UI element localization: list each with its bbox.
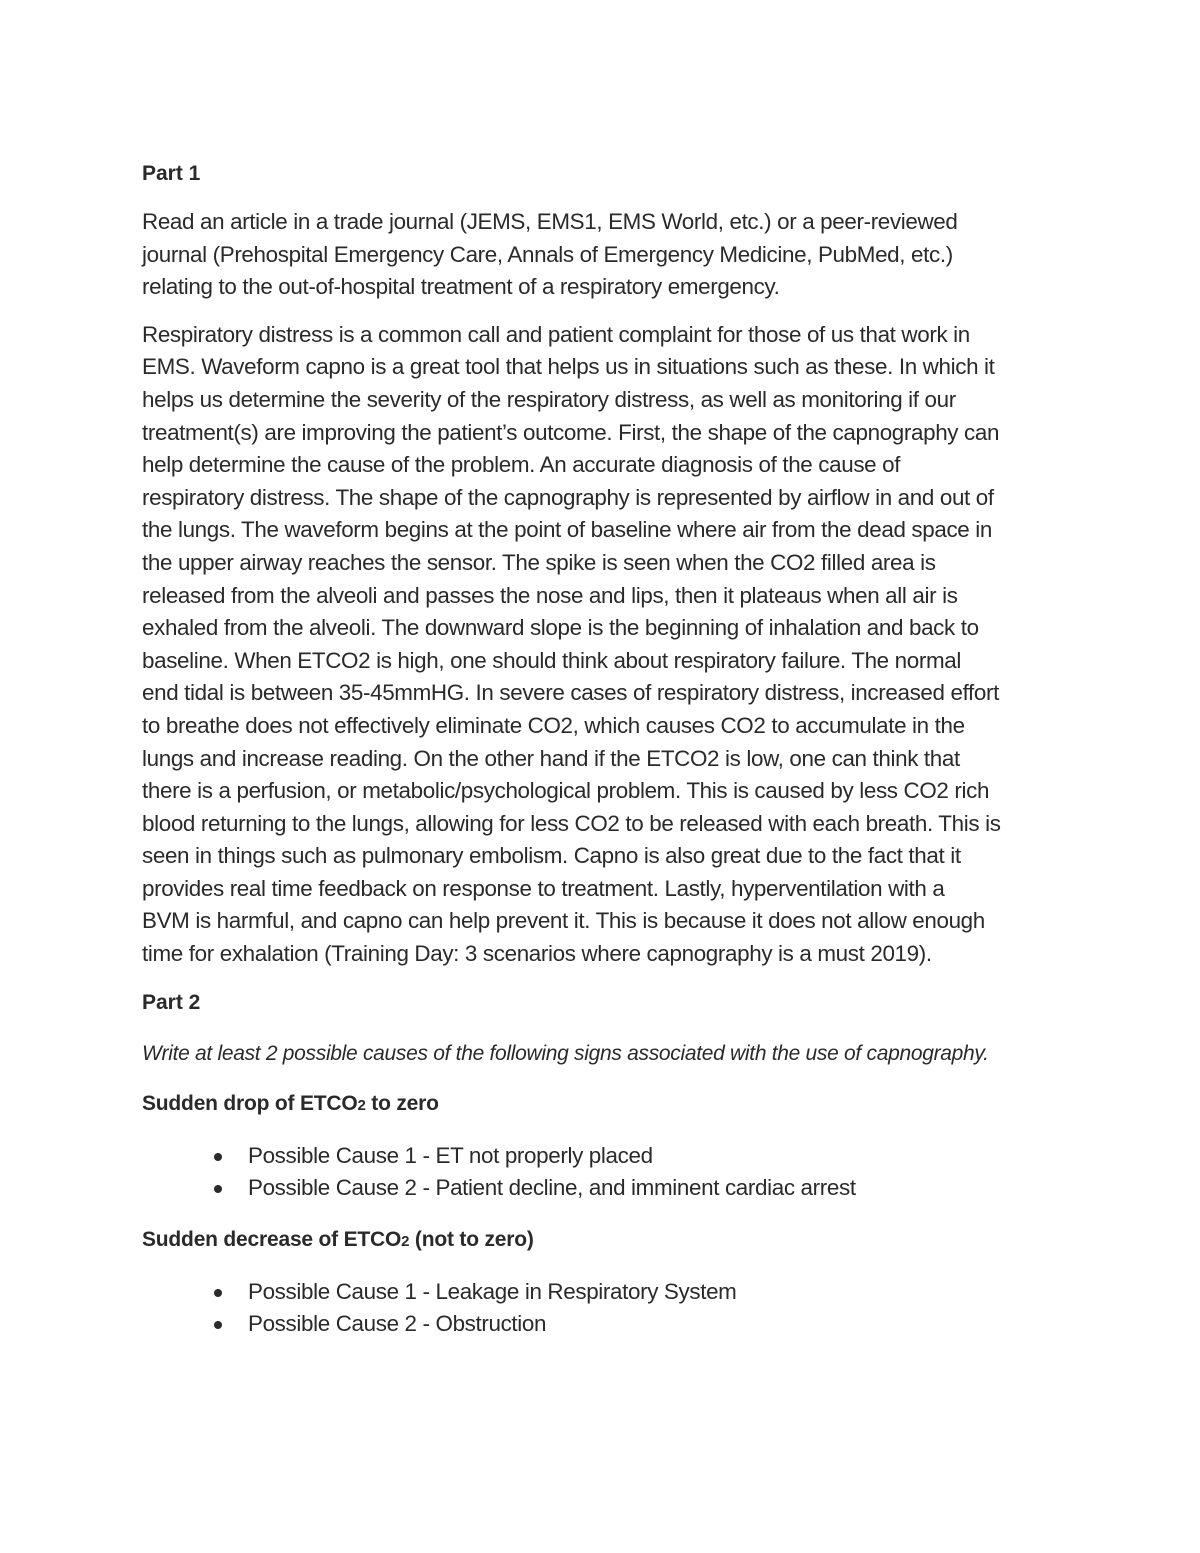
answer-line: there is a perfusion, or metabolic/psychological problem. This is caused by less CO2 rich: [142, 778, 990, 804]
answer-line: released from the alveoli and passes the nose and lips, then it plateaus when all air is: [142, 582, 958, 608]
answer-line: end tidal is between 35-45mmHG. In severe cases of respiratory distress, increased effort: [142, 680, 1000, 706]
answer-line: the lungs. The waveform begins at the point of baseline where air from the dead space in: [142, 517, 993, 543]
list-item: [214, 1172, 1072, 1205]
answer-line: treatment(s) are improving the patient’s outcome. First, the shape of the capnography can: [142, 419, 1000, 445]
answer-line: time for exhalation (Training Day: 3 scenarios where capnography is a must 2019).: [142, 941, 932, 967]
section-title-text: Sudden decrease of ETCO: [142, 1227, 402, 1251]
answer-line: Respiratory distress is a common call and patient complaint for those of us that work in: [142, 321, 970, 347]
cause-list-decrease: [142, 1276, 1072, 1341]
section-title-decrease: [142, 1224, 1072, 1258]
bullet-icon: [214, 1321, 222, 1329]
section-title-text: Sudden drop of ETCO: [142, 1091, 358, 1115]
prompt-line: relating to the out-of-hospital treatment of a respiratory emergency.: [142, 274, 780, 300]
answer-line: provides real time feedback on response to treatment. Lastly, hyperventilation with a: [142, 875, 945, 901]
section-title-subscript: 2: [357, 1096, 366, 1114]
cause-text: Possible Cause 1 - Leakage in Respiratory System: [248, 1278, 737, 1304]
bullet-icon: [214, 1289, 222, 1297]
section-title-rest: (not to zero): [409, 1227, 534, 1251]
list-item: [214, 1308, 1072, 1341]
section-title-drop: [142, 1088, 1072, 1122]
part2-heading: Part 2: [142, 990, 201, 1014]
list-item: [214, 1276, 1072, 1309]
list-item: [214, 1140, 1072, 1173]
answer-line: blood returning to the lungs, allowing for less CO2 to be released with each breath. This is: [142, 810, 1001, 836]
part1-heading: Part 1: [142, 162, 201, 185]
part2-instruction: Write at least 2 possible causes of the following signs associated with the use of capnography.: [142, 1041, 989, 1065]
answer-line: help determine the cause of the problem. An accurate diagnosis of the cause of: [142, 452, 901, 478]
answer-line: BVM is harmful, and capno can help prevent it. This is because it does not allow enough: [142, 908, 985, 934]
answer-line: seen in things such as pulmonary embolism. Capno is also great due to the fact that it: [142, 843, 961, 869]
bullet-icon: [214, 1185, 222, 1193]
cause-text: Possible Cause 2 - Obstruction: [248, 1311, 547, 1337]
answer-line: the upper airway reaches the sensor. The spike is seen when the CO2 filled area is: [142, 549, 936, 575]
answer-line: EMS. Waveform capno is a great tool that helps us in situations such as these. In which it: [142, 354, 995, 380]
answer-line: respiratory distress. The shape of the capnography is represented by airflow in and out of: [142, 484, 994, 510]
document-page: [142, 158, 1072, 1341]
prompt-line: Read an article in a trade journal (JEMS, EMS1, EMS World, etc.) or a peer-reviewed: [142, 209, 958, 234]
part1-answer: [142, 319, 1072, 971]
answer-line: baseline. When ETCO2 is high, one should think about respiratory failure. The normal: [142, 647, 961, 673]
cause-list-drop: [142, 1140, 1072, 1205]
bullet-icon: [214, 1153, 222, 1161]
prompt-line: journal (Prehospital Emergency Care, Annals of Emergency Medicine, PubMed, etc.): [142, 241, 953, 267]
answer-line: helps us determine the severity of the respiratory distress, as well as monitoring if our: [142, 386, 956, 412]
answer-line: lungs and increase reading. On the other hand if the ETCO2 is low, one can think that: [142, 745, 960, 771]
section-title-subscript: 2: [401, 1232, 410, 1250]
section-title-rest: to zero: [365, 1091, 439, 1115]
cause-text: Possible Cause 1 - ET not properly placed: [248, 1142, 653, 1168]
answer-line: exhaled from the alveoli. The downward slope is the beginning of inhalation and back to: [142, 615, 979, 641]
part1-prompt: [142, 206, 1072, 304]
answer-line: to breathe does not effectively eliminate CO2, which causes CO2 to accumulate in the: [142, 712, 965, 738]
cause-text: Possible Cause 2 - Patient decline, and imminent cardiac arrest: [248, 1175, 856, 1201]
